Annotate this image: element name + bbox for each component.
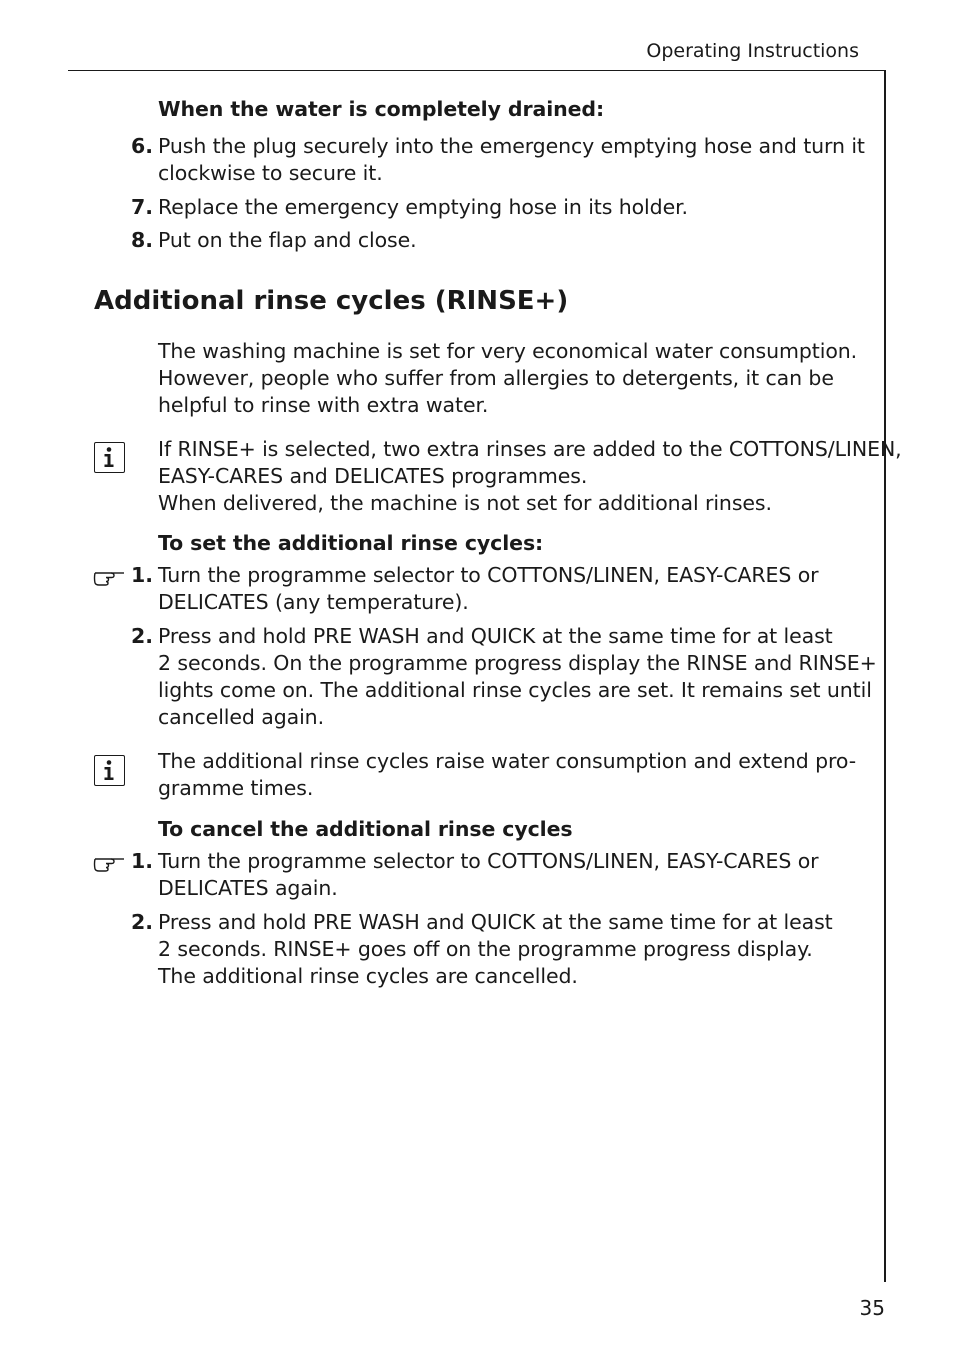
info-text: gramme times. bbox=[158, 776, 314, 800]
info-text: EASY-CARES and DELICATES programmes. bbox=[158, 464, 588, 488]
step-text: cancelled again. bbox=[158, 705, 324, 729]
intro-text: helpful to rinse with extra water. bbox=[158, 393, 489, 417]
step-number: 8. bbox=[130, 228, 153, 252]
info-text: If RINSE+ is selected, two extra rinses are added to the COTTONS/LINEN, bbox=[158, 437, 902, 461]
step-text: Turn the programme selector to COTTONS/LINEN, EASY-CARES or bbox=[158, 563, 819, 587]
step-number: 7. bbox=[130, 195, 153, 219]
step-number: 1. bbox=[130, 849, 153, 873]
step-text: Replace the emergency emptying hose in its holder. bbox=[158, 195, 688, 219]
step-text: DELICATES again. bbox=[158, 876, 338, 900]
step-text: Push the plug securely into the emergency emptying hose and turn it bbox=[158, 134, 865, 158]
step-text: The additional rinse cycles are cancelled. bbox=[158, 964, 578, 988]
info-icon bbox=[94, 755, 125, 786]
step-number: 6. bbox=[130, 134, 153, 158]
info-text: The additional rinse cycles raise water consumption and extend pro- bbox=[158, 749, 856, 773]
margin-divider bbox=[884, 70, 886, 1282]
step-number: 1. bbox=[130, 563, 153, 587]
info-text: When delivered, the machine is not set for additional rinses. bbox=[158, 491, 772, 515]
step-text: Put on the flap and close. bbox=[158, 228, 417, 252]
cancel-heading: To cancel the additional rinse cycles bbox=[158, 817, 573, 841]
step-number: 2. bbox=[130, 910, 153, 934]
info-icon bbox=[94, 442, 125, 473]
header-divider bbox=[68, 70, 886, 71]
intro-text: However, people who suffer from allergies to detergents, it can be bbox=[158, 366, 834, 390]
step-number: 2. bbox=[130, 624, 153, 648]
step-text: clockwise to secure it. bbox=[158, 161, 383, 185]
step-text: 2 seconds. On the programme progress display the RINSE and RINSE+ bbox=[158, 651, 877, 675]
step-text: DELICATES (any temperature). bbox=[158, 590, 469, 614]
step-text: 2 seconds. RINSE+ goes off on the programme progress display. bbox=[158, 937, 813, 961]
step-text: Turn the programme selector to COTTONS/LINEN, EASY-CARES or bbox=[158, 849, 819, 873]
header-title: Operating Instructions bbox=[646, 40, 859, 62]
section-title: Additional rinse cycles (RINSE+) bbox=[94, 286, 569, 316]
drain-heading: When the water is completely drained: bbox=[158, 97, 605, 121]
intro-text: The washing machine is set for very economical water consumption. bbox=[158, 339, 858, 363]
step-text: Press and hold PRE WASH and QUICK at the same time for at least bbox=[158, 910, 833, 934]
set-heading: To set the additional rinse cycles: bbox=[158, 531, 544, 555]
step-text: Press and hold PRE WASH and QUICK at the same time for at least bbox=[158, 624, 833, 648]
page-number: 35 bbox=[859, 1296, 885, 1320]
step-text: lights come on. The additional rinse cycles are set. It remains set until bbox=[158, 678, 872, 702]
